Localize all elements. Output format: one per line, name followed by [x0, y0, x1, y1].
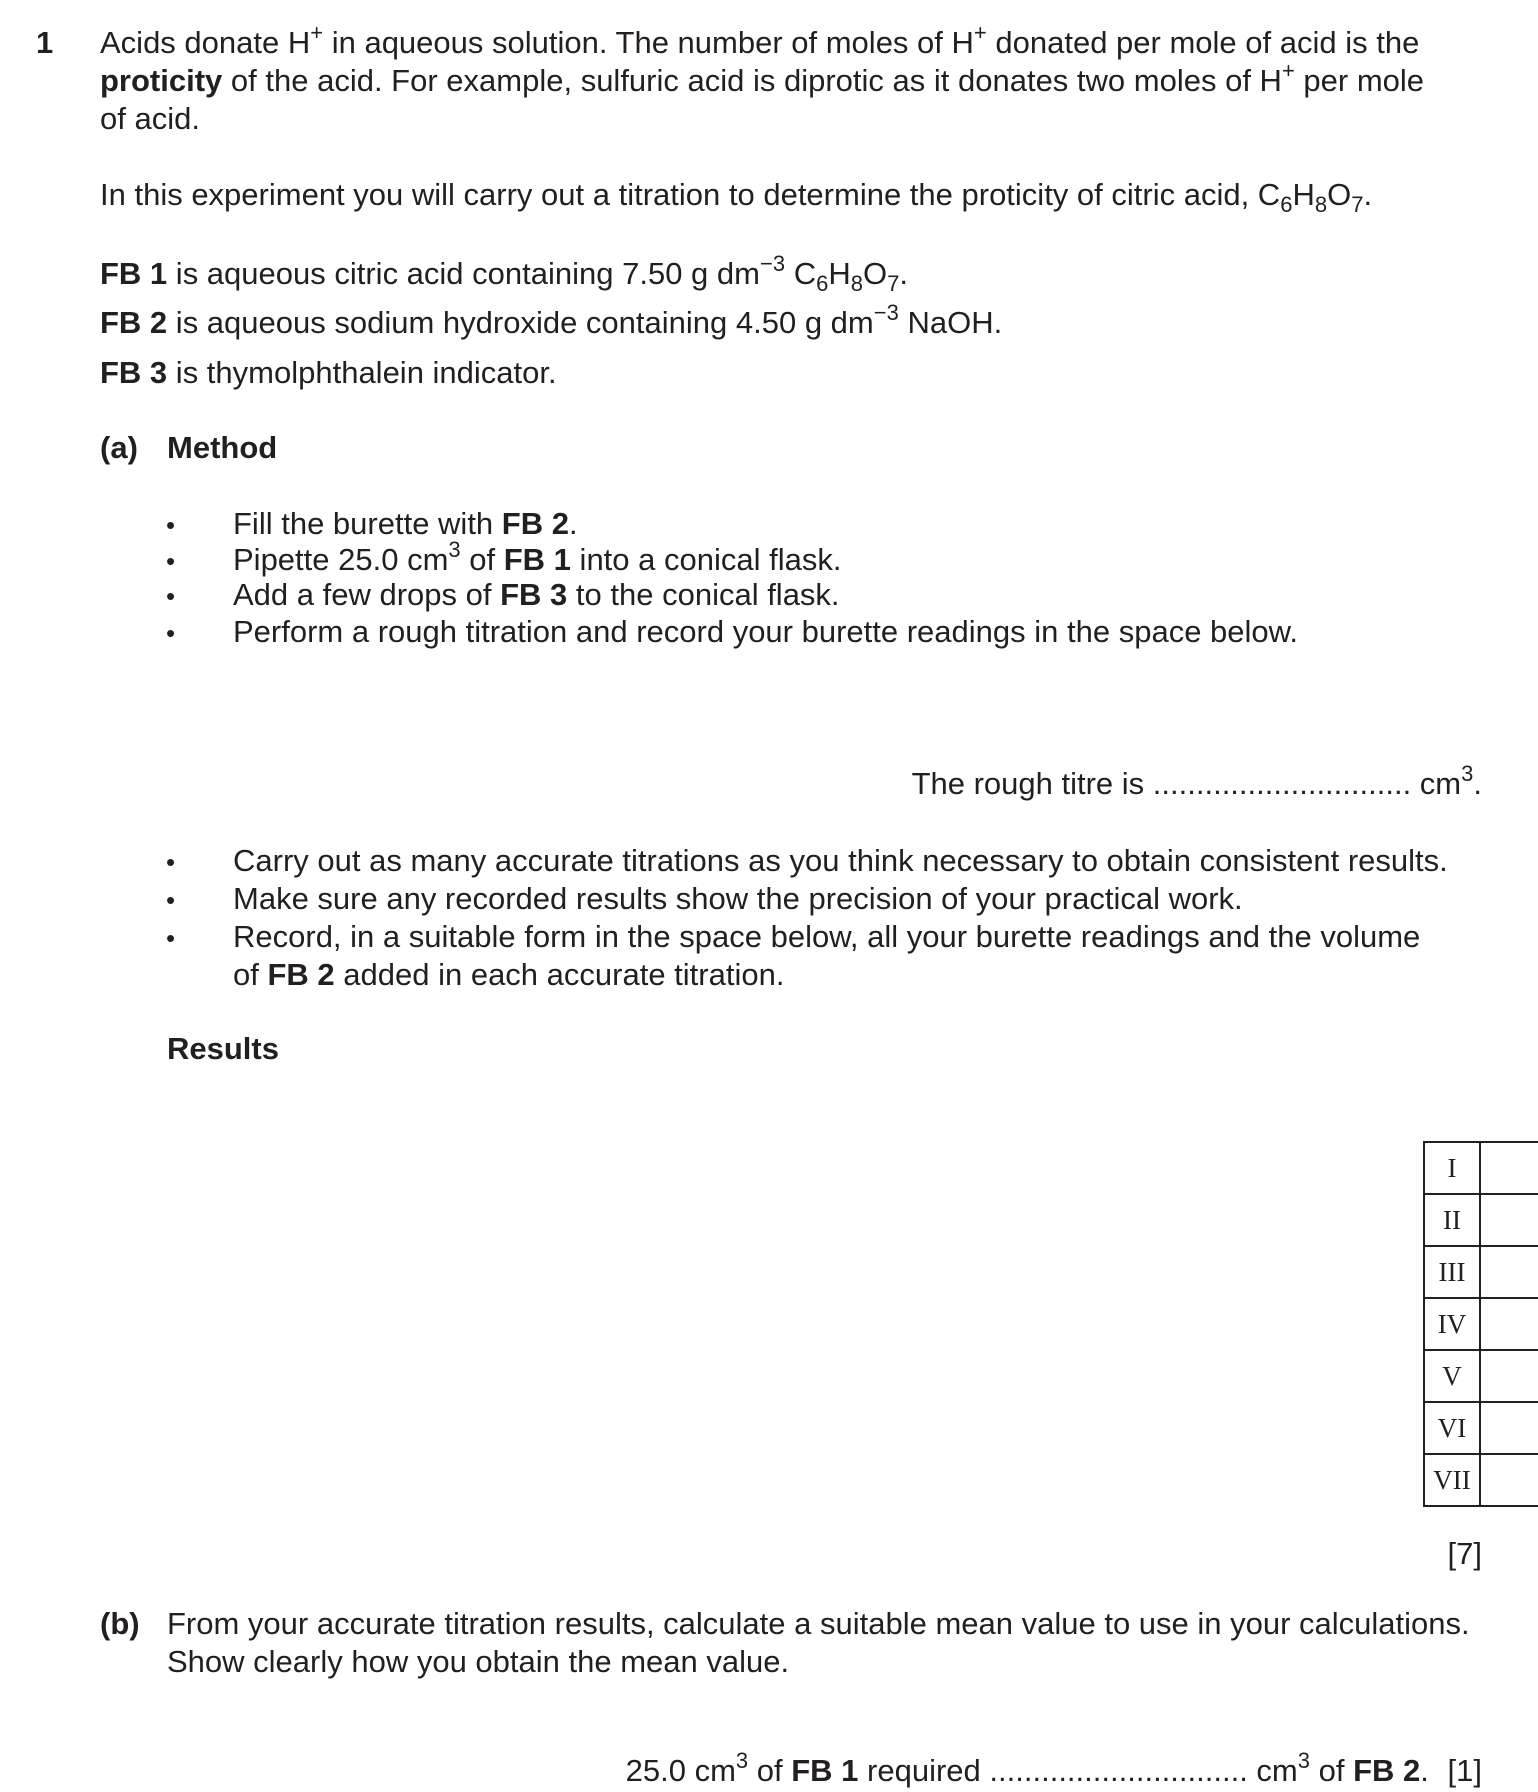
method-step-5: Carry out as many accurate titrations as you think necessary to obtain consistent results. — [233, 843, 1448, 878]
mark-box — [1480, 1298, 1538, 1350]
mark-box — [1480, 1246, 1538, 1298]
method-step-6: Make sure any recorded results show the precision of your practical work. — [233, 881, 1243, 916]
mark-row — [1424, 1298, 1538, 1350]
mark-box — [1480, 1350, 1538, 1402]
part-b-label: (b) — [100, 1606, 140, 1641]
mark-row — [1424, 1194, 1538, 1246]
part-a-marks: [7] — [1447, 1536, 1482, 1571]
solution-fb1: FB 1 is aqueous citric acid containing 7.50 g $dm^{-3}$ $C_6H_8O_7$. — [100, 250, 908, 297]
rough-titre-answer: The rough titre is .............................. $cm^3$. — [911, 760, 1482, 801]
mark-row-label: II — [1424, 1194, 1480, 1246]
mark-row — [1424, 1454, 1538, 1506]
mark-row-label: V — [1424, 1350, 1480, 1402]
method-step-3: Add a few drops of FB 3 to the conical flask. — [233, 577, 840, 612]
part-b-line-1: From your accurate titration results, calculate a suitable mean value to use in your calculations. — [167, 1606, 1470, 1641]
bullet-marker: • — [166, 546, 176, 576]
part-a-title: Method — [167, 430, 278, 465]
results-heading: Results — [167, 1031, 279, 1066]
method-step-2: Pipette 25.0 $cm^3$ of FB 1 into a conical flask. — [233, 536, 842, 577]
mark-row-label: VII — [1424, 1454, 1480, 1506]
method-step-7-line-2: of FB 2 added in each accurate titration. — [233, 957, 785, 992]
mark-row — [1424, 1246, 1538, 1298]
solution-fb2: FB 2 is aqueous sodium hydroxide containing 4.50 g $dm^{-3}$ NaOH. — [100, 299, 1003, 340]
mark-row-label: I — [1424, 1142, 1480, 1194]
mark-row-label: III — [1424, 1246, 1480, 1298]
mark-box — [1480, 1142, 1538, 1194]
bullet-marker: • — [166, 618, 176, 648]
results-answer-space[interactable] — [167, 1080, 1387, 1520]
experiment-statement: In this experiment you will carry out a titration to determine the proticity of citric acid, $C_6H_8O_7$. — [100, 177, 1373, 218]
method-step-4: Perform a rough titration and record your burette readings in the space below. — [233, 614, 1298, 649]
examiner-mark-table — [1423, 1141, 1538, 1507]
mark-box — [1480, 1454, 1538, 1506]
part-b-answer: 25.0 $cm^3$ of FB 1 required .............................. $cm^3$ of FB 2. [1] — [625, 1747, 1482, 1788]
rough-titre-blank[interactable]: .............................. — [1152, 766, 1412, 801]
mean-titre-blank[interactable]: .............................. — [989, 1753, 1248, 1788]
bullet-marker: • — [166, 510, 176, 540]
bullet-marker: • — [166, 581, 176, 611]
mark-row-label: VI — [1424, 1402, 1480, 1454]
bullet-marker: • — [166, 847, 176, 877]
mark-box — [1480, 1194, 1538, 1246]
bullet-marker: • — [166, 885, 176, 915]
intro-line-1: Acids donate H+ in aqueous solution. The number of moles of H+ donated per mole of acid is the — [100, 19, 1420, 60]
mark-box — [1480, 1402, 1538, 1454]
intro-line-2: proticity of the acid. For example, sulfuric acid is diprotic as it donates two moles of H+ per mole — [100, 57, 1425, 98]
mark-row — [1424, 1142, 1538, 1194]
mark-row — [1424, 1402, 1538, 1454]
intro-line-3: of acid. — [100, 101, 200, 136]
part-b-line-2: Show clearly how you obtain the mean value. — [167, 1644, 790, 1679]
part-a-label: (a) — [100, 430, 138, 465]
mark-row — [1424, 1350, 1538, 1402]
mark-row-label: IV — [1424, 1298, 1480, 1350]
method-step-7-line-1: Record, in a suitable form in the space below, all your burette readings and the volume — [233, 919, 1421, 954]
method-step-1: Fill the burette with FB 2. — [233, 506, 578, 541]
solution-fb3: FB 3 is thymolphthalein indicator. — [100, 355, 557, 390]
part-b-marks: [1] — [1447, 1753, 1482, 1788]
question-number: 1 — [36, 25, 54, 60]
bullet-marker: • — [166, 923, 176, 953]
